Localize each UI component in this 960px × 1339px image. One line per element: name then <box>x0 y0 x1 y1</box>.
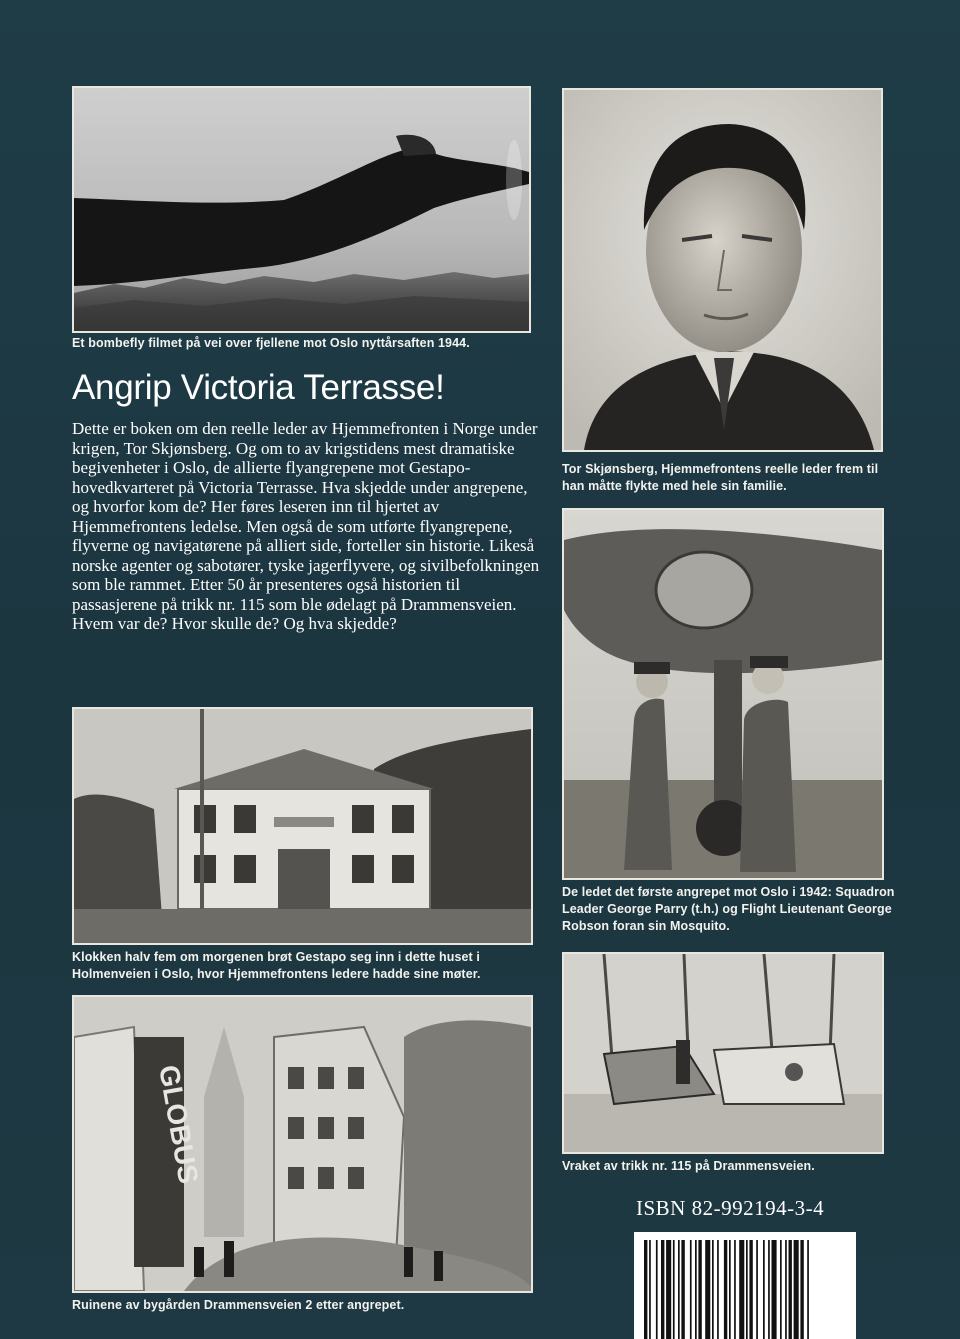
portrait-image <box>564 90 881 450</box>
barcode-bars <box>642 1240 848 1339</box>
globus-sign: GLOBUS <box>153 1062 205 1187</box>
ruins-caption: Ruinene av bygården Drammensveien 2 etter angrepet. <box>72 1298 405 1312</box>
house-image <box>74 709 531 943</box>
portrait-photo <box>562 88 883 452</box>
tram-caption: Vraket av trikk nr. 115 på Drammensveien. <box>562 1159 815 1173</box>
book-title: Angrip Victoria Terrasse! <box>72 368 445 407</box>
tram-image <box>564 954 882 1152</box>
portrait-caption: Tor Skjønsberg, Hjemmefrontens reelle leder frem til han måtte flykte med hele sin familie. <box>562 462 879 493</box>
tram-photo <box>562 952 884 1154</box>
isbn: ISBN 82-992194-3-4 <box>636 1196 825 1220</box>
ruins-image <box>74 997 531 1291</box>
pilots-caption: De ledet det første angrepet mot Oslo i 1942: Squadron Leader George Parry (t.h.) og Flight Lieutenant George Robson foran sin Mosquito. <box>562 885 895 933</box>
blurb: Dette er boken om den reelle leder av Hjemmefronten i Norge under krigen, Tor Skjønsberg. Og om to av krigstidens mest dramatiske begivenheter i Oslo, de allierte flyangrepene mot Gestapo-hovedkvarteret på Victoria Terrasse. Hva skjedde under angrepene, og hvorfor kom de? Her føres leseren inn til hjertet av Hjemmefrontens ledelse. Men også de som utførte flyangrepene, flyverne og navigatørene på alliert side, forteller sin historie. Likeså norske agenter og sabotører, tyske jagerflyvere, og sivilbefolkningen som ble rammet. Etter 50 år presenteres også historien til passasjerene på trikk nr. 115 som ble ødelagt på Drammensveien. Hvem var de? Hvor skulle de? Og hva skjedde? <box>72 419 540 633</box>
bomber-image <box>74 88 529 331</box>
house-caption: Klokken halv fem om morgenen brøt Gestapo seg inn i dette huset i Holmenveien i Oslo, hvor Hjemmefrontens ledere hadde sine møter. <box>72 950 481 981</box>
pilots-photo <box>562 508 884 880</box>
house-photo <box>72 707 533 945</box>
pilots-image <box>564 510 882 878</box>
barcode <box>634 1232 856 1339</box>
bomber-caption: Et bombefly filmet på vei over fjellene mot Oslo nyttårsaften 1944. <box>72 336 470 350</box>
bomber-photo <box>72 86 531 333</box>
ruins-photo <box>72 995 533 1293</box>
